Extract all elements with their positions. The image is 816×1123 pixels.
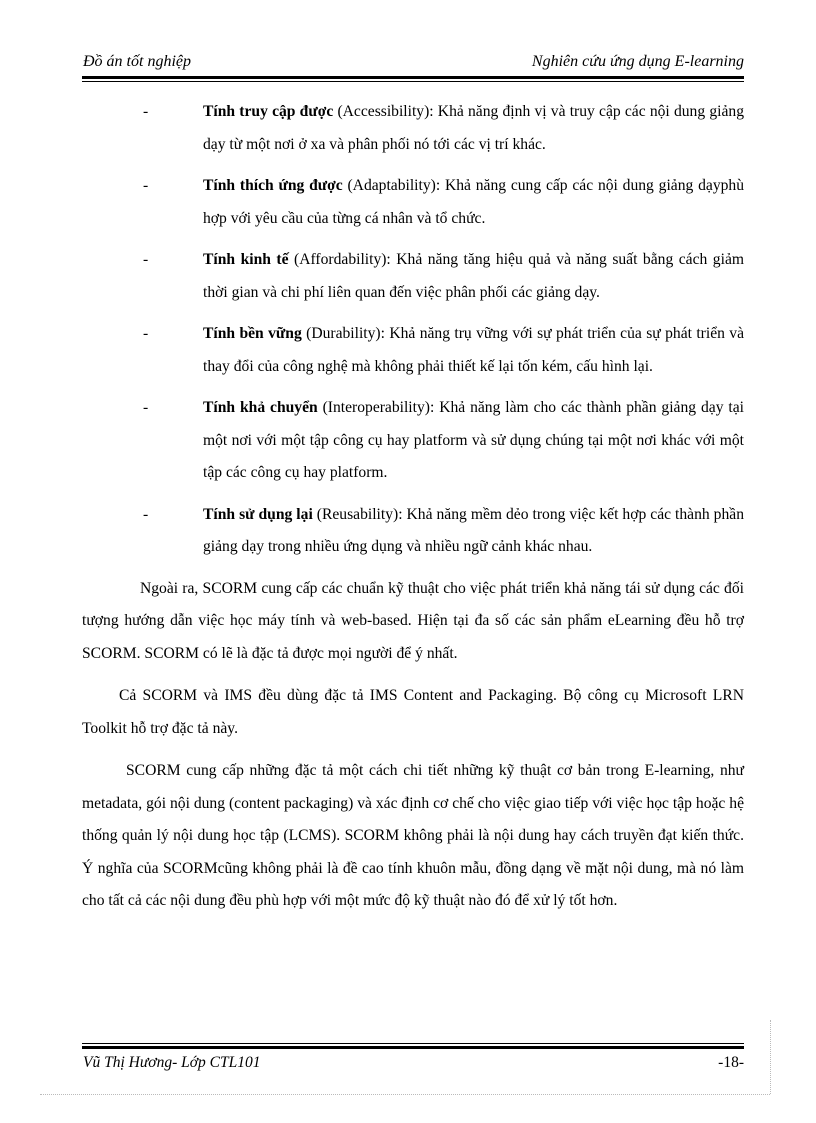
list-item: [82, 392, 744, 490]
list-item: [82, 499, 744, 564]
page-number: -18-: [718, 1054, 744, 1071]
list-item: [82, 96, 744, 161]
header-rule-thick: [82, 76, 744, 79]
list-item: [82, 170, 744, 235]
bullet-dash: -: [143, 177, 149, 194]
list-item: [82, 318, 744, 383]
paragraph: SCORM cung cấp những đặc tả một cách chi tiết những kỹ thuật cơ bản trong E-learning, như metadata, gói nội dung (content packaging) và xác định cơ chế cho việc giao tiếp với việc học tập hoặc hệ thống quản lý nội dung học tập (LCMS). SCORM không phải là nội dung hay cách truyền đạt kiến thức. Ý nghĩa của SCORMcũng không phải là đề cao tính khuôn mẫu, đồng dạng về mặt nội dung, mà nó làm cho tất cả các nội dung đều phù hợp với một mức độ kỹ thuật nào đó để xử lý tốt hơn.: [82, 762, 744, 909]
bullet-term: Tính sử dụng lại: [203, 505, 313, 523]
bullet-term: Tính thích ứng được: [203, 177, 343, 194]
header-title-left: Đồ án tốt nghiệp: [83, 53, 191, 70]
page-edge-right: [770, 1020, 771, 1094]
bullet-text: (Accessibility): Khả năng định vị và truy cập các nội dung giảng dạy từ một nơi ở xa và phân phối nó tới các vị trí khác.: [203, 103, 744, 153]
bullet-text: (Reusability): Khả năng mềm dẻo trong việc kết hợp các thành phần giảng dạy trong nhiều ứng dụng và nhiều ngữ cảnh khác nhau.: [203, 505, 744, 555]
footer-author: Vũ Thị Hương- Lớp CTL101: [83, 1054, 261, 1071]
page-edge-bottom: [40, 1094, 770, 1095]
header-rule-thin: [82, 81, 744, 82]
bullet-text: (Adaptability): Khả năng cung cấp các nội dung giảng dạyphù hợp với yêu cầu của từng cá nhân và tổ chức.: [203, 177, 745, 227]
bullet-text: (Interoperability): Khả năng làm cho các thành phần giảng dạy tại một nơi với một tập công cụ hay platform và sử dụng chúng tại một nơi khác với một tập các công cụ hay platform.: [203, 399, 744, 481]
paragraph: Ngoài ra, SCORM cung cấp các chuẩn kỹ thuật cho việc phát triển khả năng tái sử dụng các đối tượng hướng dẫn việc học máy tính và web-based. Hiện tại đa số các sản phẩm eLearning đều hỗ trợ SCORM. SCORM có lẽ là đặc tả được mọi người để ý nhất.: [82, 579, 744, 662]
bullet-term: Tính bền vững: [203, 325, 302, 342]
footer-rule-thin: [82, 1043, 744, 1044]
bullet-text: (Affordability): Khả năng tăng hiệu quả và năng suất bằng cách giảm thời gian và chi phí liên quan đến việc phân phối các giảng dạy.: [203, 251, 744, 301]
footer-rule-thick: [82, 1046, 744, 1049]
bullet-dash: -: [143, 399, 149, 416]
bullet-term: Tính truy cập được: [203, 103, 334, 120]
bullet-term: Tính khả chuyển: [203, 399, 318, 416]
page-header: [82, 50, 744, 76]
list-item: [82, 244, 744, 309]
page-body: [82, 96, 744, 928]
bullet-dash: -: [143, 325, 149, 342]
bullet-text: (Durability): Khả năng trụ vững với sự phát triển của sự phát triển và thay đổi của công nghệ mà không phải thiết kế lại tốn kém, cấu hình lại.: [203, 325, 745, 375]
bullet-dash: -: [143, 251, 149, 268]
paragraph: Cả SCORM và IMS đều dùng đặc tả IMS Content and Packaging. Bộ công cụ Microsoft LRN Toolkit hỗ trợ đặc tả này.: [82, 687, 744, 737]
bullet-term: Tính kinh tế: [203, 251, 289, 268]
bullet-dash: -: [143, 103, 149, 120]
header-title-right: Nghiên cứu ứng dụng E-learning: [531, 53, 744, 70]
bullet-dash: -: [143, 505, 149, 523]
